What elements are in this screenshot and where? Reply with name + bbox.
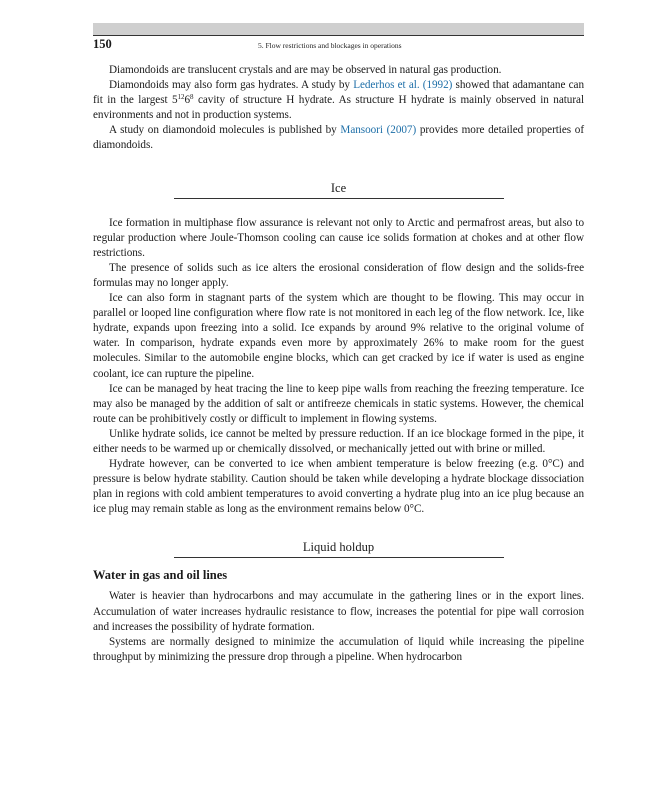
citation-link-lederhos[interactable]: Lederhos et al. (1992) [353, 79, 453, 92]
header-band [93, 23, 584, 35]
ice-paragraph: Ice can also form in stagnant parts of the system which are thought to be flowing. This may occur in parallel or looped line configuration where flow rate is not monitored in each leg of the flow network. Ice, like hydrate, expands upon freezing into a solid. Ice expands by around 9% relative to the original volume of water. In comparison, hydrate expands even more by approximately 26% to make room for the guest molecules. Similar to the automobile engine blocks, which can get cracked by ice if water is used as engine coolant, ice can rupture the pipeline. [93, 292, 584, 380]
page-number: 150 [93, 37, 112, 51]
intro-paragraph-3: A study on diamondoid molecules is published by Mansoori (2007) provides more detailed properties of diamondoids. [93, 124, 584, 152]
section-heading-ice: Ice [174, 180, 504, 199]
liquid-holdup-paragraph: Systems are normally designed to minimize the accumulation of liquid while increasing the pipeline throughput by minimizing the pressure drop through a pipeline. When hydrocarbon [93, 635, 584, 663]
page-content [93, 63, 584, 665]
ice-paragraph: Ice formation in multiphase flow assurance is relevant not only to Arctic and permafrost areas, but also to regular production where Joule-Thomson cooling can cause ice solids formation at chokes and at other flow restrictions. [93, 216, 584, 259]
intro-paragraph-1: Diamondoids are translucent crystals and are may be observed in natural gas production. [109, 64, 502, 76]
running-head: 5. Flow restrictions and blockages in operations [258, 41, 402, 50]
section-heading-liquid-holdup: Liquid holdup [174, 539, 504, 558]
ice-paragraph: Hydrate however, can be converted to ice when ambient temperature is below freezing (e.g. 0°C) and pressure is below hydrate stability. Caution should be taken while developing a hydrate blockage dissociation plan in regions with cold ambient temperatures to avoid converting a hydrate plug into an ice plug because an ice plug may remain stable as long as the environment remains below 0°C. [93, 458, 584, 516]
ice-paragraph: Ice can be managed by heat tracing the line to keep pipe walls from reaching the freezing temperature. Ice may also be managed by the addition of salt or antifreeze chemicals in static systems. However, the chemical route can be prohibitively costly or difficult to implement in flowing systems. [93, 382, 584, 425]
ice-paragraph: The presence of solids such as ice alters the erosional consideration of flow design and the solids-free formulas may no longer apply. [93, 261, 584, 289]
ice-paragraph: Unlike hydrate solids, ice cannot be melted by pressure reduction. If an ice blockage formed in the pipe, it either needs to be warmed up or chemically dissolved, or mechanically jetted out with brine or milled. [93, 427, 584, 455]
liquid-holdup-paragraph: Water is heavier than hydrocarbons and may accumulate in the gathering lines or in the export lines. Accumulation of water increases hydraulic resistance to flow, increases the potential for pipe wall corrosion and increases the possibility of hydrate formation. [93, 590, 584, 633]
citation-link-mansoori[interactable]: Mansoori (2007) [340, 124, 417, 137]
intro-paragraph-2: Diamondoids may also form gas hydrates. A study by Lederhos et al. (1992) showed that adamantane can fit in the largest $5^{12}6^8$ cavity of structure H hydrate. As structure H hydrate is mainly observed in natural environments and not in production systems. [93, 79, 584, 122]
subsection-heading: Water in gas and oil lines [93, 568, 228, 583]
header-rule [93, 35, 584, 36]
